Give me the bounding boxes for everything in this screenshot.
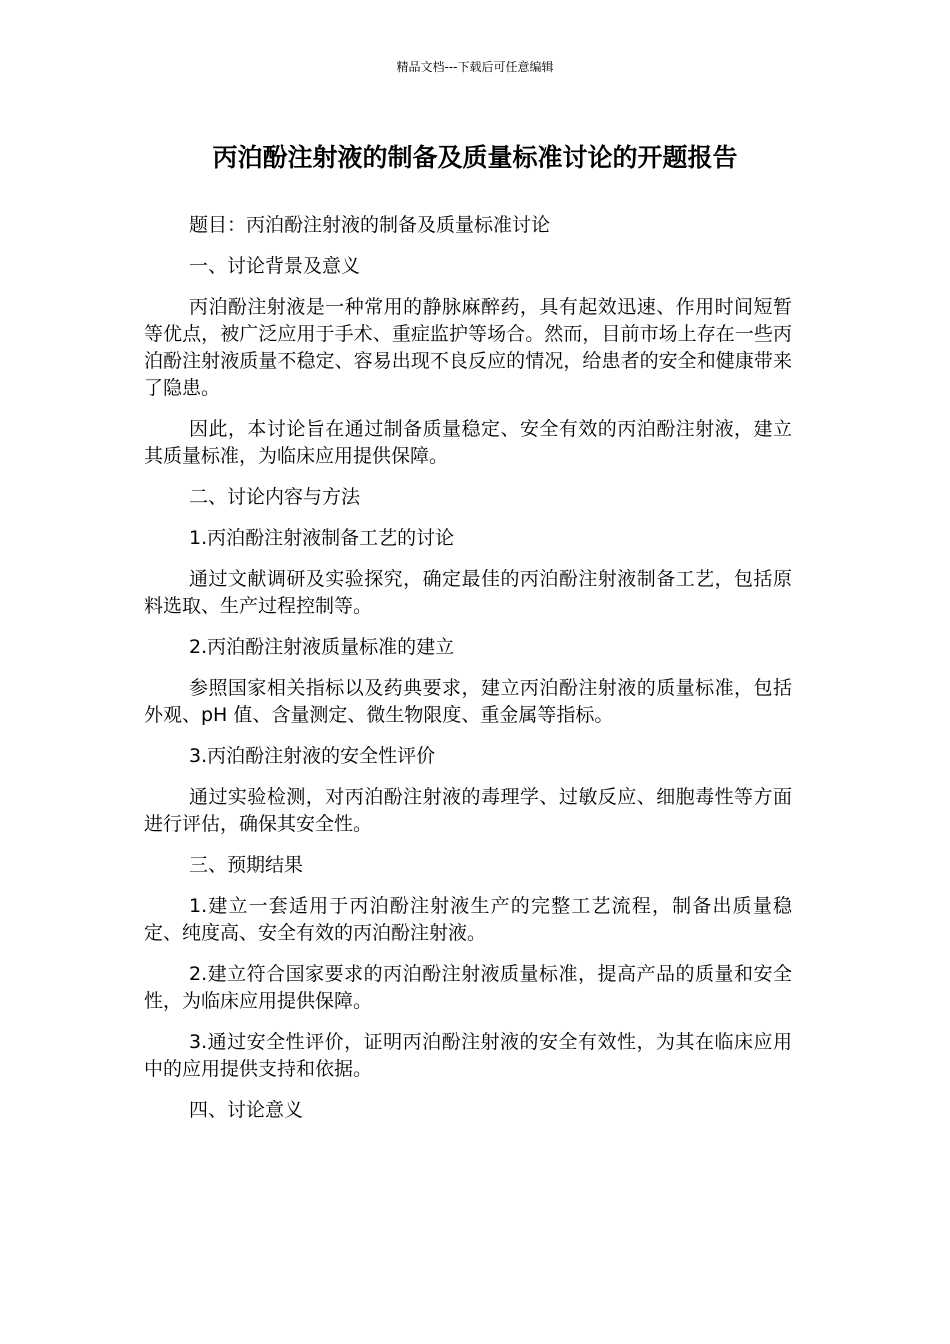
paragraph-result-3: 3.通过安全性评价，证明丙泊酚注射液的安全有效性，为其在临床应用中的应用提供支持和依据。 xyxy=(144,1031,792,1080)
topic-line: 题目：丙泊酚注射液的制备及质量标准讨论 xyxy=(189,214,551,236)
paragraph-safety: 通过实验检测，对丙泊酚注射液的毒理学、过敏反应、细胞毒性等方面进行评估，确保其安全性。 xyxy=(144,786,792,835)
paragraph-purpose: 因此，本讨论旨在通过制备质量稳定、安全有效的丙泊酚注射液，建立其质量标准，为临床应用提供保障。 xyxy=(144,418,792,467)
section-heading-significance: 四、讨论意义 xyxy=(189,1099,304,1121)
document-title: 丙泊酚注射液的制备及质量标准讨论的开题报告 xyxy=(212,143,738,172)
subheading-preparation: 1.丙泊酚注射液制备工艺的讨论 xyxy=(189,527,455,549)
header-note: 精品文档---下载后可任意编辑 xyxy=(396,60,554,74)
paragraph-result-2: 2.建立符合国家要求的丙泊酚注射液质量标准，提高产品的质量和安全性，为临床应用提供保障。 xyxy=(144,963,792,1012)
document-body xyxy=(144,212,792,1138)
subheading-quality-standard: 2.丙泊酚注射液质量标准的建立 xyxy=(189,636,455,658)
paragraph-background: 丙泊酚注射液是一种常用的静脉麻醉药，具有起效迅速、作用时间短暂等优点，被广泛应用于手术、重症监护等场合。然而，目前市场上存在一些丙泊酚注射液质量不稳定、容易出现不良反应的情况，给患者的安全和健康带来了隐患。 xyxy=(144,296,792,399)
paragraph-quality-standard: 参照国家相关指标以及药典要求，建立丙泊酚注射液的质量标准，包括外观、pH 值、含量测定、微生物限度、重金属等指标。 xyxy=(144,677,792,726)
section-heading-expected-results: 三、预期结果 xyxy=(189,854,304,876)
paragraph-result-1: 1.建立一套适用于丙泊酚注射液生产的完整工艺流程，制备出质量稳定、纯度高、安全有效的丙泊酚注射液。 xyxy=(144,895,792,944)
section-heading-content-methods: 二、讨论内容与方法 xyxy=(189,486,361,508)
paragraph-preparation: 通过文献调研及实验探究，确定最佳的丙泊酚注射液制备工艺，包括原料选取、生产过程控制等。 xyxy=(144,568,792,617)
section-heading-background: 一、讨论背景及意义 xyxy=(189,255,361,277)
subheading-safety: 3.丙泊酚注射液的安全性评价 xyxy=(189,745,436,767)
